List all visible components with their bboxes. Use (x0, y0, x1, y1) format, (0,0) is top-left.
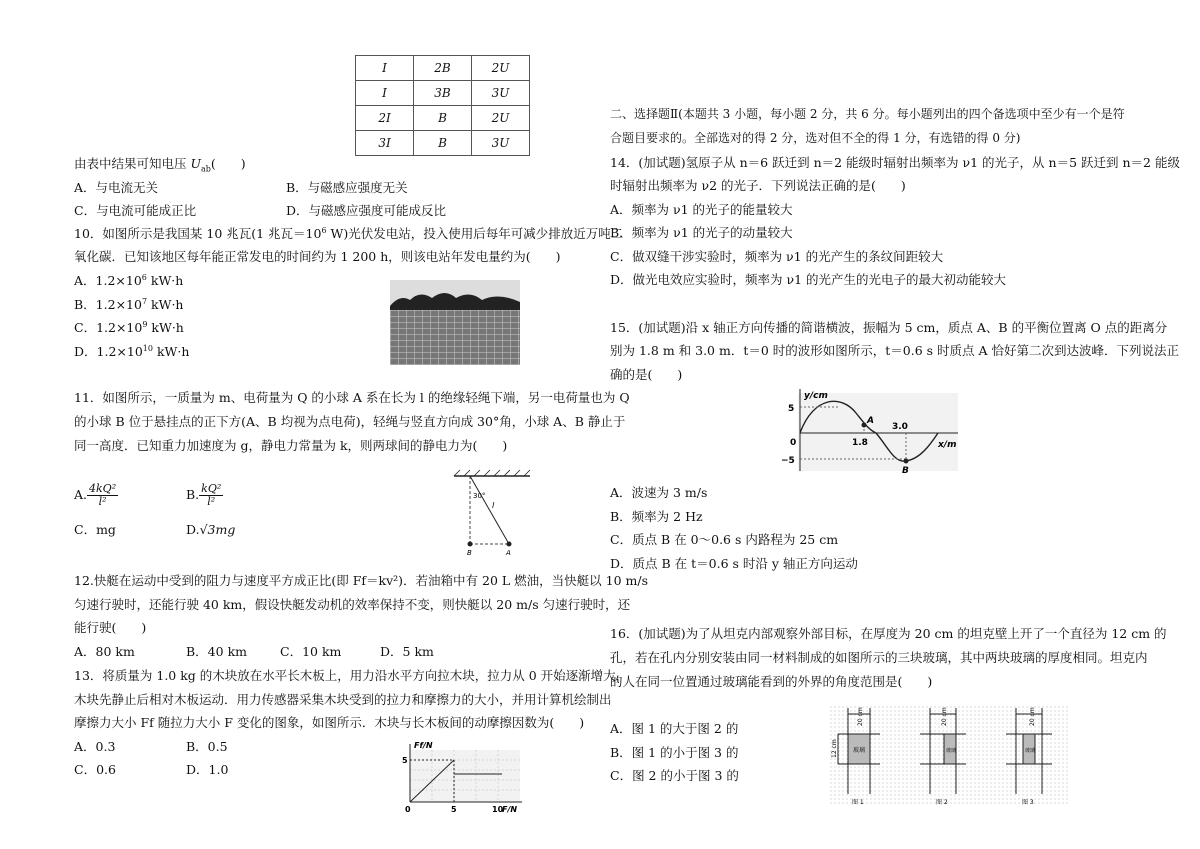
label-a: A (506, 549, 511, 557)
section2-heading-line2: 合题目要求的。全部选对的得 2 分，选对但不全的得 1 分，有选错的得 0 分) (610, 131, 1021, 145)
q9-option-a: A．与电流无关 (74, 180, 159, 195)
q12-option-d: D．5 km (380, 644, 434, 659)
label-b: B (902, 466, 909, 475)
fraction (199, 483, 223, 508)
y-tick-5: 5 (402, 756, 408, 765)
opt-label: A. (74, 487, 88, 502)
q15-option-c: C．质点 B 在 0～0.6 s 内路程为 25 cm (610, 532, 839, 547)
table-row (356, 56, 530, 81)
opt-text: A．1.2×10 (74, 273, 142, 288)
opt-unit: kW·h (147, 320, 184, 335)
q11-option-d (186, 522, 235, 538)
denominator: l² (207, 495, 216, 508)
q15-line3: 确的是( ) (610, 367, 683, 382)
q11-line2: 的小球 B 位于悬挂点的正下方(A、B 均视为点电荷)，轻绳与竖直方向成 30°角，小球 A、B 静止于 (74, 414, 626, 429)
solar-station-photo (390, 280, 520, 365)
table-cell: 2U (472, 106, 530, 131)
x-tick-10: 10 (492, 805, 504, 814)
glass-label-1: 玻璃 (853, 747, 866, 754)
opt-text: D．1.2×10 (74, 344, 143, 359)
q12-option-a: A．80 km (74, 644, 135, 659)
opt-exp: 9 (142, 319, 148, 329)
opt-label: B. (186, 487, 200, 502)
q16-option-b: B．图 1 的小于图 3 的 (610, 745, 739, 760)
q11-option-a (74, 483, 118, 508)
y-axis-label: y/cm (804, 391, 828, 401)
q13-line1: 13．将质量为 1.0 kg 的木块放在水平长木板上，用力沿水平方向拉木块，拉力从 0 开始逐渐增大， (74, 668, 629, 683)
angle-label: 30° (473, 492, 486, 500)
q15-line2: 别为 1.8 m 和 3.0 m．t＝0 时的波形如图所示，t＝0.6 s 时质点 A 恰好第二次到达波峰．下列说法正 (610, 343, 1180, 358)
q9-stem (74, 156, 246, 172)
q9-option-b: B．与磁感应强度无关 (286, 180, 408, 195)
table-cell: 2I (356, 106, 414, 131)
q13-line3: 摩擦力大小 Ff 随拉力大小 F 变化的图象，如图所示．木块与长木板间的动摩擦因数为( ) (74, 715, 585, 730)
caption-2: 图 2 (936, 799, 948, 806)
opt-value: √3mg (199, 522, 236, 537)
origin-label: 0 (405, 805, 411, 814)
table-cell: B (414, 106, 472, 131)
opt-text: C．1.2×10 (74, 320, 143, 335)
label-a: A (867, 416, 874, 426)
q9-sub: ab (201, 164, 211, 174)
q16-line2: 孔，若在孔内分别安装由同一材料制成的如图所示的三块玻璃，其中两块玻璃的厚度相同。坦克内 (610, 650, 1148, 665)
table-cell: 2B (414, 56, 472, 81)
x-tick-5: 5 (451, 805, 457, 814)
table-cell: I (356, 81, 414, 106)
opt-label: D. (186, 522, 200, 537)
q15-option-b: B．频率为 2 Hz (610, 509, 703, 524)
section2-heading-line1: 二、选择题Ⅱ(本题共 3 小题，每小题 2 分，共 6 分。每小题列出的四个备选项中至少有一个是符 (610, 107, 1125, 121)
glass-figures (830, 706, 1070, 806)
q10-option-d (74, 344, 189, 360)
q11-option-c: C．mg (74, 522, 116, 537)
table-cell: 3B (414, 81, 472, 106)
q13-option-c: C．0.6 (74, 762, 116, 777)
q16-option-a: A．图 1 的大于图 2 的 (610, 721, 739, 736)
y-tick-5: 5 (788, 404, 795, 414)
q10-option-c (74, 320, 184, 336)
q14-option-b: B．频率为 ν1 的光子的动量较大 (610, 225, 793, 240)
q12-line1: 12.快艇在运动中受到的阻力与速度平方成正比(即 Ff＝kv²)．若油箱中有 20 L 燃油，当快艇以 10 m/s (74, 573, 649, 588)
ball-b (468, 542, 473, 547)
q16-line3: 的人在同一位置通过玻璃能看到的外界的角度范围是( ) (610, 674, 933, 689)
table-row (356, 81, 530, 106)
opt-unit: kW·h (146, 273, 184, 288)
q9-stem-text: 由表中结果可知电压 (74, 156, 191, 171)
q16-option-c: C．图 2 的小于图 3 的 (610, 768, 739, 783)
numerator: kQ² (201, 482, 222, 495)
length-label: l (492, 501, 495, 510)
q14-line1: 14．(加试题)氢原子从 n＝6 跃迁到 n＝2 能级时辐射出频率为 ν1 的光子，从 n＝5 跃迁到 n＝2 能级 (610, 155, 1180, 170)
table-cell: 2U (472, 56, 530, 81)
table-cell: 3U (472, 131, 530, 156)
label-b: B (467, 549, 472, 557)
table-cell: B (414, 131, 472, 156)
table-row (356, 106, 530, 131)
hatch (454, 470, 530, 476)
q12-option-b: B．40 km (186, 644, 247, 659)
table-cell: 3U (472, 81, 530, 106)
q14-option-d: D．做光电效应实验时，频率为 ν1 的光产生的光电子的最大初动能较大 (610, 272, 1007, 287)
x-tick-3-0: 3.0 (892, 422, 908, 432)
point-b (904, 459, 909, 464)
caption-3: 图 3 (1022, 799, 1034, 806)
q12-line3: 能行驶( ) (74, 620, 147, 635)
wave-graph (780, 385, 965, 475)
table-cell: I (356, 56, 414, 81)
y-tick-neg5: −5 (781, 456, 795, 466)
fraction (87, 483, 118, 508)
q10-option-a (74, 273, 183, 289)
opt-exp: 10 (142, 343, 153, 353)
q10-option-b (74, 297, 183, 313)
opt-exp: 6 (141, 272, 147, 282)
x-axis-label: x/m (938, 440, 957, 450)
width-label-2: 20 cm (941, 707, 948, 726)
q14-line2: 时辐射出频率为 ν2 的光子．下列说法正确的是( ) (610, 178, 906, 193)
q9-option-d: D．与磁感应强度可能成反比 (286, 203, 447, 218)
q13-option-b: B．0.5 (186, 739, 228, 754)
glass-label-2: 玻璃 (946, 748, 957, 754)
q12-option-c: C．10 km (280, 644, 342, 659)
q14-option-a: A．频率为 ν1 的光子的能量较大 (610, 202, 793, 217)
x-axis-label: F/N (502, 805, 518, 814)
glass-label-3: 玻璃 (1025, 748, 1036, 754)
q9-paren: ( ) (210, 156, 246, 171)
q16-line1: 16．(加试题)为了从坦克内部观察外部目标，在厚度为 20 cm 的坦克壁上开了一个直径为 12 cm 的 (610, 626, 1167, 641)
q10-line1 (74, 226, 623, 242)
ball-a (507, 542, 512, 547)
q9-option-c: C．与电流可能成正比 (74, 203, 197, 218)
graph-bg (410, 750, 520, 802)
opt-unit: kW·h (152, 344, 190, 359)
friction-graph (392, 738, 532, 818)
q15-option-d: D．质点 B 在 t＝0.6 s 时沿 y 轴正方向运动 (610, 556, 858, 571)
q13-option-a: A．0.3 (74, 739, 116, 754)
data-table (355, 55, 530, 156)
q10-line2: 氧化碳．已知该地区每年能正常发电的时间约为 1 200 h，则该电站年发电量约为( ) (74, 249, 561, 264)
q13-option-d: D．1.0 (186, 762, 229, 777)
q12-line2: 匀速行驶时，还能行驶 40 km，假设快艇发动机的效率保持不变，则快艇以 20 m/s 匀速行驶时，还 (74, 597, 631, 612)
q11-line1: 11．如图所示，一质量为 m、电荷量为 Q 的小球 A 系在长为 l 的绝缘轻绳下端，另一电荷量也为 Q (74, 390, 630, 405)
table-row (356, 131, 530, 156)
q11-option-b (186, 483, 223, 508)
point-a (862, 423, 867, 428)
string (470, 476, 509, 544)
q11-line3: 同一高度．已知重力加速度为 g，静电力常量为 k，则两球间的静电力为( ) (74, 438, 508, 453)
x-tick-1-8: 1.8 (852, 438, 868, 448)
q10-text: 10．如图所示是我国某 10 兆瓦(1 兆瓦＝10 (74, 226, 322, 241)
q14-option-c: C．做双缝干涉实验时，频率为 ν1 的光产生的条纹间距较大 (610, 249, 944, 264)
width-label-1: 20 cm (857, 707, 864, 726)
height-label-1: 12 cm (831, 739, 838, 758)
width-label-3: 20 cm (1029, 707, 1036, 726)
caption-1: 图 1 (852, 799, 864, 806)
pendulum-figure (440, 468, 540, 558)
origin-label: 0 (790, 438, 797, 448)
table-cell: 3I (356, 131, 414, 156)
y-axis-label: Ff/N (414, 741, 433, 750)
opt-text: B．1.2×10 (74, 297, 142, 312)
q10-exp: 6 (321, 225, 327, 235)
numerator: 4kQ² (89, 482, 117, 495)
q15-line1: 15．(加试题)沿 x 轴正方向传播的简谐横波，振幅为 5 cm，质点 A、B 的平衡位置离 O 点的距离分 (610, 320, 1168, 335)
denominator: l² (98, 495, 107, 508)
opt-unit: kW·h (147, 297, 184, 312)
q10-text: W)光伏发电站，投入使用后每年可减少排放近万吨二 (326, 226, 624, 241)
q13-line2: 木块先静止后相对木板运动．用力传感器采集木块受到的拉力和摩擦力的大小，并用计算机绘制出 (74, 692, 612, 707)
q15-option-a: A．波速为 3 m/s (610, 485, 708, 500)
opt-exp: 7 (141, 296, 148, 306)
q9-var: U (190, 156, 202, 171)
